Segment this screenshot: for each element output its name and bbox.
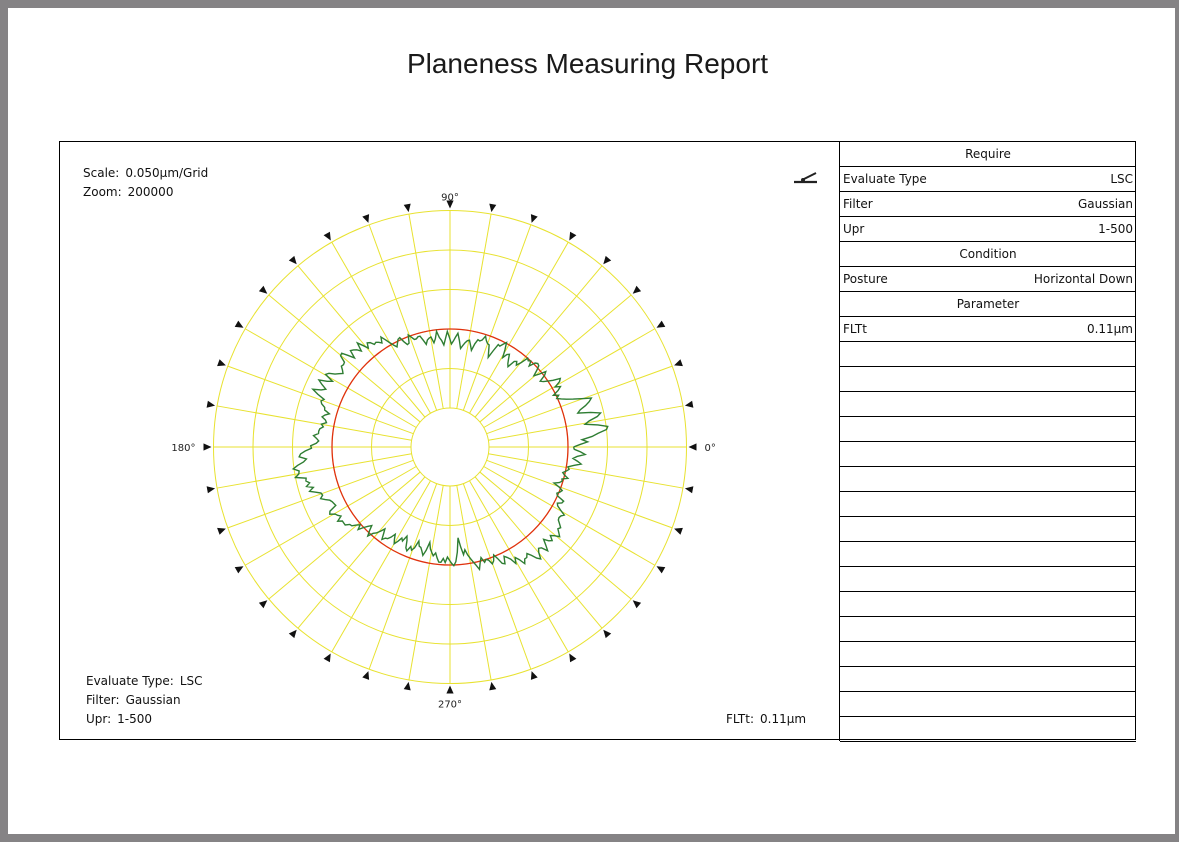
angle-label: 270° bbox=[437, 699, 463, 711]
scale-value: 0.050μm/Grid bbox=[125, 166, 209, 180]
angle-marker bbox=[685, 486, 694, 493]
require-header bbox=[840, 142, 1136, 167]
parameter-header bbox=[840, 292, 1136, 317]
table-row bbox=[840, 267, 1136, 292]
parameter-header-label: Parameter bbox=[956, 297, 1020, 311]
table-row-empty bbox=[840, 392, 1136, 417]
table-row-empty bbox=[840, 517, 1136, 542]
angle-marker bbox=[404, 682, 411, 691]
angle-marker bbox=[657, 321, 666, 328]
require-header-label: Require bbox=[965, 147, 1011, 161]
grid-spoke bbox=[487, 460, 673, 528]
fltt-cell-value: 0.11μm bbox=[1086, 322, 1133, 336]
angle-marker bbox=[674, 528, 683, 535]
evaluate-type-value: LSC bbox=[179, 674, 203, 688]
angle-marker bbox=[404, 204, 411, 213]
grid-spoke bbox=[228, 366, 414, 434]
evaluate-type-info bbox=[86, 674, 203, 688]
grid-ring bbox=[411, 408, 489, 486]
fltt-info bbox=[726, 712, 806, 726]
table-row bbox=[840, 192, 1136, 217]
grid-spoke bbox=[298, 477, 425, 628]
table-row-empty bbox=[840, 492, 1136, 517]
filter-cell-value: Gaussian bbox=[1077, 197, 1133, 211]
table-row-empty bbox=[840, 367, 1136, 392]
angle-marker bbox=[489, 204, 496, 213]
posture-cell-label: Posture bbox=[843, 272, 888, 286]
table-row-empty bbox=[840, 342, 1136, 367]
angle-marker bbox=[204, 443, 212, 450]
angle-marker bbox=[324, 654, 331, 663]
condition-header-label: Condition bbox=[959, 247, 1017, 261]
angle-marker bbox=[259, 600, 267, 608]
grid-spoke bbox=[487, 366, 673, 434]
table-row-empty bbox=[840, 692, 1136, 717]
grid-spoke bbox=[457, 214, 491, 408]
filter-label: Filter: bbox=[86, 693, 120, 707]
angle-marker bbox=[603, 630, 611, 638]
angle-label: 90° bbox=[441, 192, 459, 204]
grid-spoke bbox=[269, 295, 420, 422]
angle-marker bbox=[633, 286, 641, 294]
table-row bbox=[840, 217, 1136, 242]
grid-spoke bbox=[463, 225, 531, 411]
table-row-empty bbox=[840, 417, 1136, 442]
table-row-empty bbox=[840, 467, 1136, 492]
angle-marker bbox=[362, 671, 369, 680]
angle-marker bbox=[689, 443, 697, 450]
angle-marker bbox=[603, 256, 611, 264]
upr-info bbox=[86, 712, 152, 726]
angle-marker bbox=[569, 232, 576, 241]
upr-value: 1-500 bbox=[117, 712, 153, 726]
table-row-empty bbox=[840, 442, 1136, 467]
upr-label: Upr: bbox=[86, 712, 112, 726]
polar-chart bbox=[59, 141, 840, 741]
condition-header bbox=[840, 242, 1136, 267]
grid-spoke bbox=[409, 214, 443, 408]
table-row-empty bbox=[840, 667, 1136, 692]
angle-marker bbox=[489, 682, 496, 691]
grid-spoke bbox=[457, 485, 491, 679]
evaluate-type-label: Evaluate Type: bbox=[86, 674, 174, 688]
table-row-empty bbox=[840, 567, 1136, 592]
filter-cell-label: Filter bbox=[843, 197, 873, 211]
angle-label: 0° bbox=[704, 443, 716, 454]
angle-marker bbox=[685, 401, 694, 408]
angle-marker bbox=[217, 528, 226, 535]
angle-marker bbox=[531, 214, 538, 223]
angle-marker bbox=[289, 256, 297, 264]
angle-marker bbox=[657, 566, 666, 573]
grid-spoke bbox=[475, 266, 602, 417]
angle-label: 180° bbox=[171, 443, 196, 454]
angle-marker bbox=[217, 359, 226, 366]
filter-value: Gaussian bbox=[125, 693, 181, 707]
angle-marker bbox=[235, 566, 244, 573]
zoom-value: 200000 bbox=[127, 185, 174, 199]
angle-marker bbox=[446, 686, 453, 694]
filter-info bbox=[86, 693, 181, 707]
grid-spoke bbox=[369, 484, 437, 670]
angle-marker bbox=[259, 286, 267, 294]
angle-marker bbox=[207, 401, 216, 408]
grid-spoke bbox=[269, 472, 420, 599]
angle-marker bbox=[633, 600, 641, 608]
table-row-empty bbox=[840, 717, 1136, 742]
upr-cell-label: Upr bbox=[843, 222, 865, 236]
grid-spoke bbox=[409, 485, 443, 679]
grid-spoke bbox=[228, 460, 414, 528]
posture-cell-value: Horizontal Down bbox=[1033, 272, 1133, 286]
angle-marker bbox=[289, 630, 297, 638]
angle-marker bbox=[207, 486, 216, 493]
angle-marker bbox=[362, 214, 369, 223]
table-row-empty bbox=[840, 592, 1136, 617]
parameter-table bbox=[840, 142, 1136, 742]
table-row bbox=[840, 317, 1136, 342]
scale-label: Scale: bbox=[83, 166, 120, 180]
angle-marker bbox=[569, 654, 576, 663]
grid-spoke bbox=[463, 484, 531, 670]
upr-cell-value: 1-500 bbox=[1098, 222, 1133, 236]
grid-spoke bbox=[488, 454, 682, 488]
evaluate-type-cell-value: LSC bbox=[1110, 172, 1133, 186]
angle-marker bbox=[235, 321, 244, 328]
table-row bbox=[840, 167, 1136, 192]
fltt-label: FLTt: bbox=[726, 712, 755, 726]
angle-marker bbox=[674, 359, 683, 366]
zoom-label: Zoom: bbox=[83, 185, 122, 199]
table-row-empty bbox=[840, 617, 1136, 642]
table-row-empty bbox=[840, 642, 1136, 667]
grid-spoke bbox=[217, 454, 411, 488]
fltt-value: 0.11μm bbox=[760, 712, 807, 726]
table-row-empty bbox=[840, 542, 1136, 567]
angle-marker bbox=[324, 232, 331, 241]
report-title: Planeness Measuring Report bbox=[406, 48, 769, 79]
grid-spoke bbox=[369, 225, 437, 411]
evaluate-type-cell-label: Evaluate Type bbox=[843, 172, 927, 186]
fltt-cell-label: FLTt bbox=[843, 322, 867, 336]
angle-marker bbox=[531, 671, 538, 680]
polar-grid bbox=[214, 211, 687, 684]
